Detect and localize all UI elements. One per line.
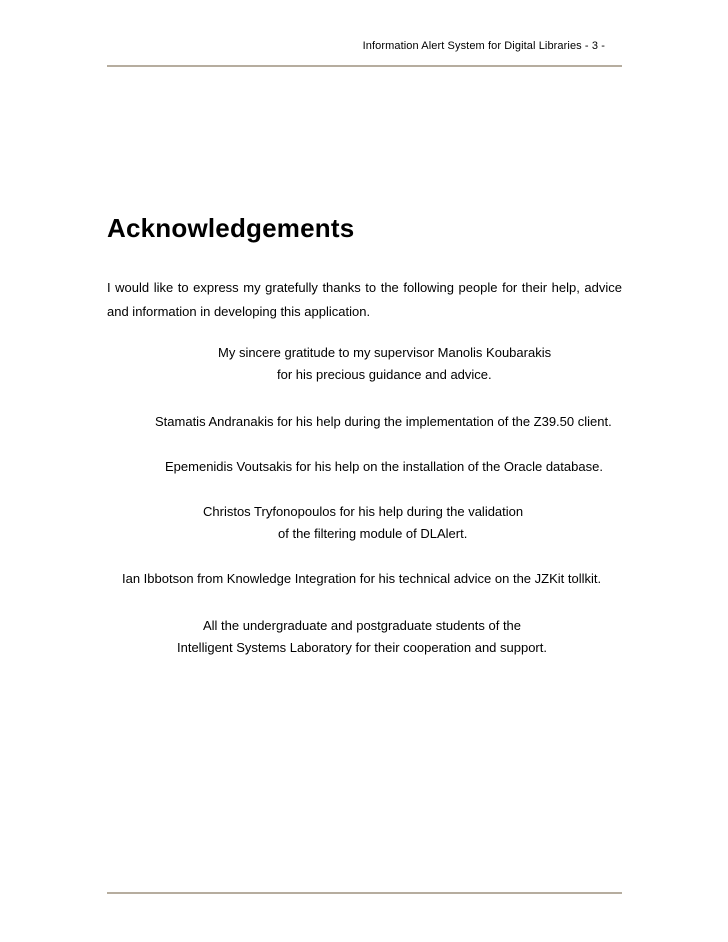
acknowledgement-item xyxy=(107,456,622,478)
acknowledgement-line: All the undergraduate and postgraduate students of the xyxy=(203,618,522,633)
acknowledgement-item xyxy=(107,501,622,545)
acknowledgement-line: Stamatis Andranakis for his help during the implementation of the Z39.50 client. xyxy=(155,414,612,429)
header-divider xyxy=(107,65,622,67)
acknowledgement-item xyxy=(107,615,622,659)
footer-divider xyxy=(107,892,622,894)
acknowledgement-line: for his precious guidance and advice. xyxy=(277,367,492,382)
acknowledgement-item xyxy=(107,411,622,433)
acknowledgement-line: of the filtering module of DLAlert. xyxy=(278,526,468,541)
running-header: Information Alert System for Digital Libraries - 3 - xyxy=(362,40,605,52)
acknowledgement-line: Ian Ibbotson from Knowledge Integration for his technical advice on the JZKit tollkit. xyxy=(122,571,602,586)
acknowledgement-line: My sincere gratitude to my supervisor Manolis Koubarakis xyxy=(218,345,552,360)
intro-paragraph xyxy=(107,276,622,324)
acknowledgement-item xyxy=(107,342,622,386)
acknowledgement-item xyxy=(107,568,622,590)
acknowledgement-line: Intelligent Systems Laboratory for their cooperation and support. xyxy=(177,640,547,655)
page-title: Acknowledgements xyxy=(107,213,355,243)
intro-line: and information in developing this application. xyxy=(107,304,371,319)
acknowledgement-line: Epemenidis Voutsakis for his help on the installation of the Oracle database. xyxy=(165,459,603,474)
acknowledgement-line: Christos Tryfonopoulos for his help during the validation xyxy=(203,504,524,519)
intro-line: I would like to express my gratefully thanks to the following people for their help, advice xyxy=(107,280,622,295)
